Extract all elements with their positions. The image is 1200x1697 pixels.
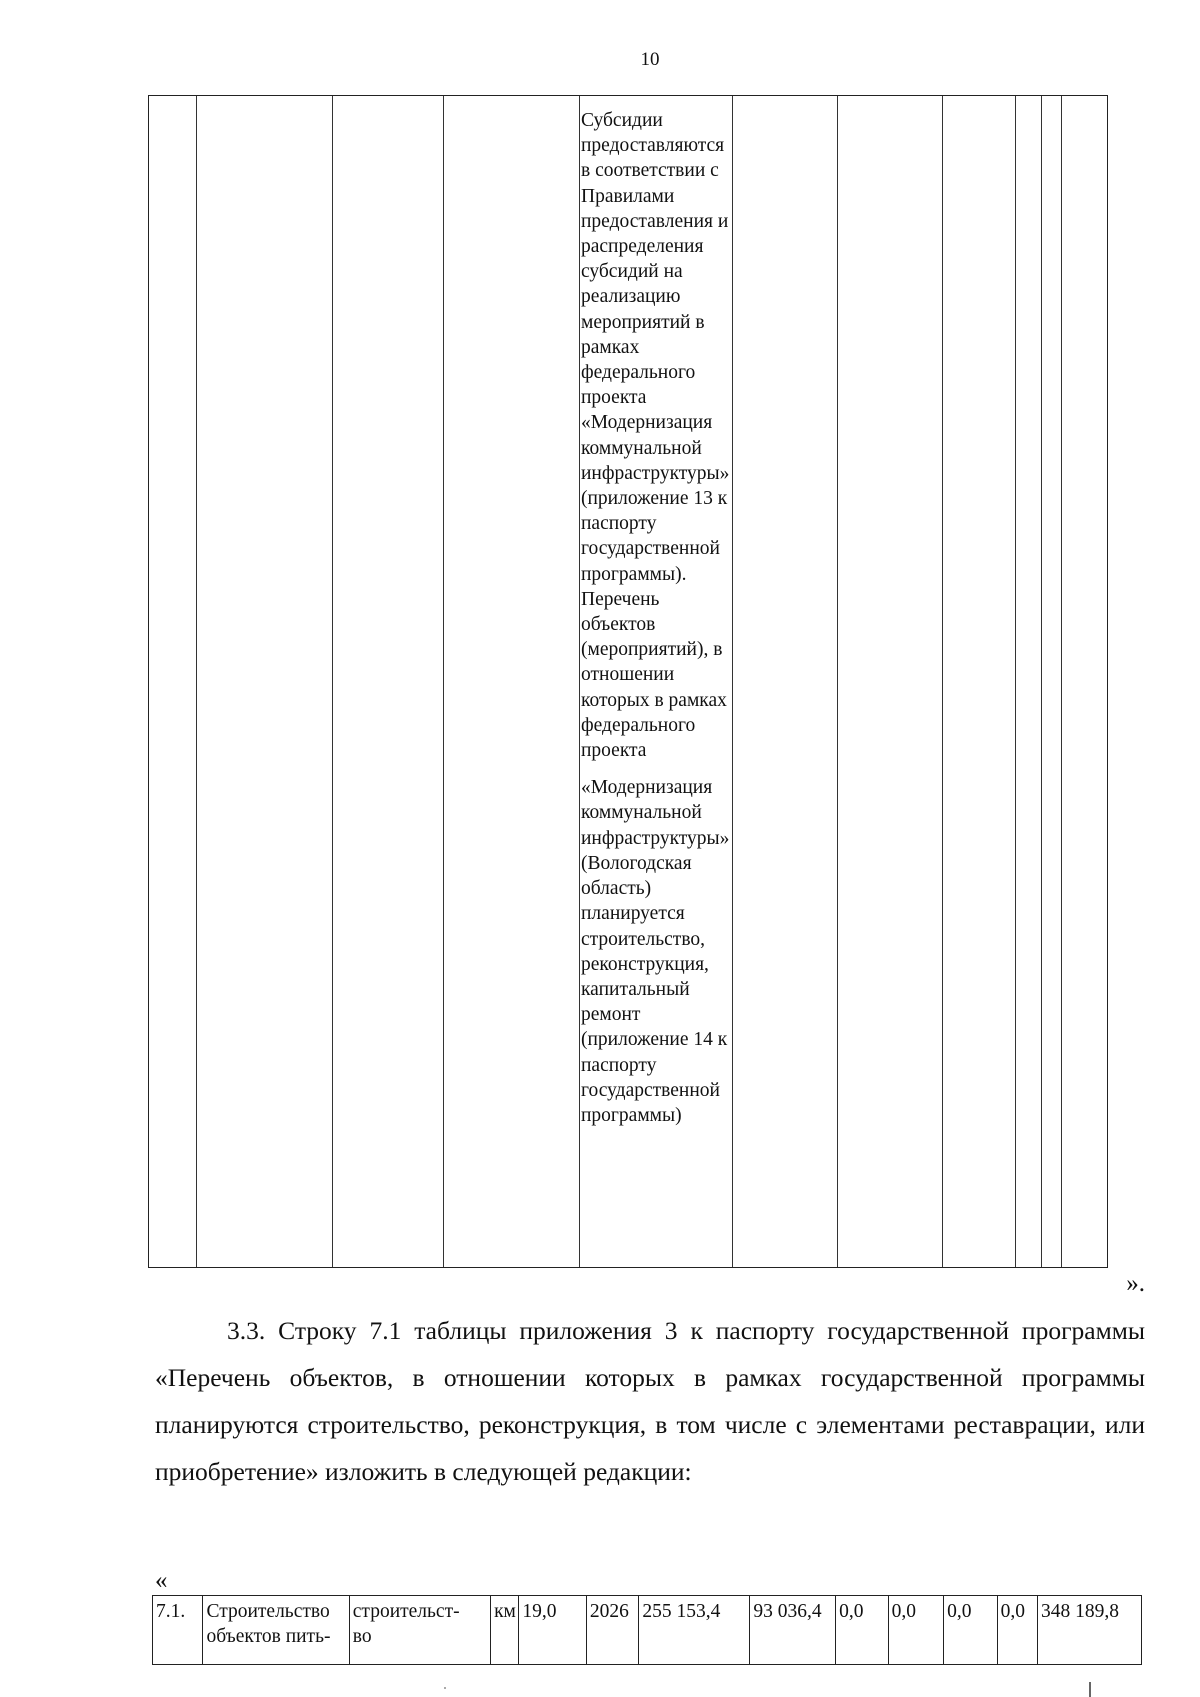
total: 348 189,8 bbox=[1037, 1596, 1141, 1665]
column-divider bbox=[1041, 96, 1042, 1267]
row-number: 7.1. bbox=[153, 1596, 203, 1665]
column-divider bbox=[579, 96, 580, 1267]
column-divider bbox=[196, 96, 197, 1267]
table-cell-description bbox=[581, 108, 731, 1128]
unit: км bbox=[491, 1596, 519, 1665]
value-6: 0,0 bbox=[997, 1596, 1037, 1665]
cell-text-part1: Субсидии предоставляются в соответствии с Правилами предоставления и распределения субсидий на реализацию мероприятий в рамках федерального проекта «Модернизация коммунальной инфраструктуры» (приложение 13 к паспорту государственной программы). Перечень объектов (мероприятий), в отношении которых в рамках федерального проекта bbox=[581, 110, 730, 762]
value-2: 93 036,4 bbox=[750, 1596, 836, 1665]
amendment-paragraph bbox=[155, 1307, 1145, 1495]
scan-speck bbox=[444, 1687, 446, 1689]
work-type: строительст- во bbox=[349, 1596, 490, 1665]
column-divider bbox=[942, 96, 943, 1267]
value-1: 255 153,4 bbox=[639, 1596, 750, 1665]
scan-mark bbox=[1089, 1682, 1091, 1697]
column-divider bbox=[332, 96, 333, 1267]
opening-quote: « bbox=[155, 1567, 168, 1594]
column-divider bbox=[1015, 96, 1016, 1267]
column-divider bbox=[837, 96, 838, 1267]
object-name: Строительство объектов пить- bbox=[203, 1596, 349, 1665]
value-5: 0,0 bbox=[944, 1596, 997, 1665]
column-divider bbox=[1061, 96, 1062, 1267]
page-number: 10 bbox=[640, 49, 660, 70]
value-4: 0,0 bbox=[888, 1596, 944, 1665]
value-3: 0,0 bbox=[836, 1596, 888, 1665]
closing-quote: ». bbox=[1126, 1270, 1145, 1297]
amendment-text: 3.3. Строку 7.1 таблицы приложения 3 к паспорту государственной программы «Перечень объектов, в отношении которых в рамках государственной программы планируются строительство, реконструкция, в том числе с элементами реставрации, или приобретение» изложить в следующей редакции: bbox=[155, 1316, 1145, 1486]
capacity: 19,0 bbox=[519, 1596, 587, 1665]
column-divider bbox=[443, 96, 444, 1267]
column-divider bbox=[732, 96, 733, 1267]
year: 2026 bbox=[586, 1596, 638, 1665]
row-7-1-table bbox=[152, 1595, 1142, 1665]
table-row bbox=[153, 1596, 1142, 1665]
cell-text-part2: «Модернизация коммунальной инфраструктуры» (Вологодская область) планируется строительство, реконструкция, капитальный ремонт (приложение 14 к паспорту государственной программы) bbox=[581, 777, 730, 1126]
